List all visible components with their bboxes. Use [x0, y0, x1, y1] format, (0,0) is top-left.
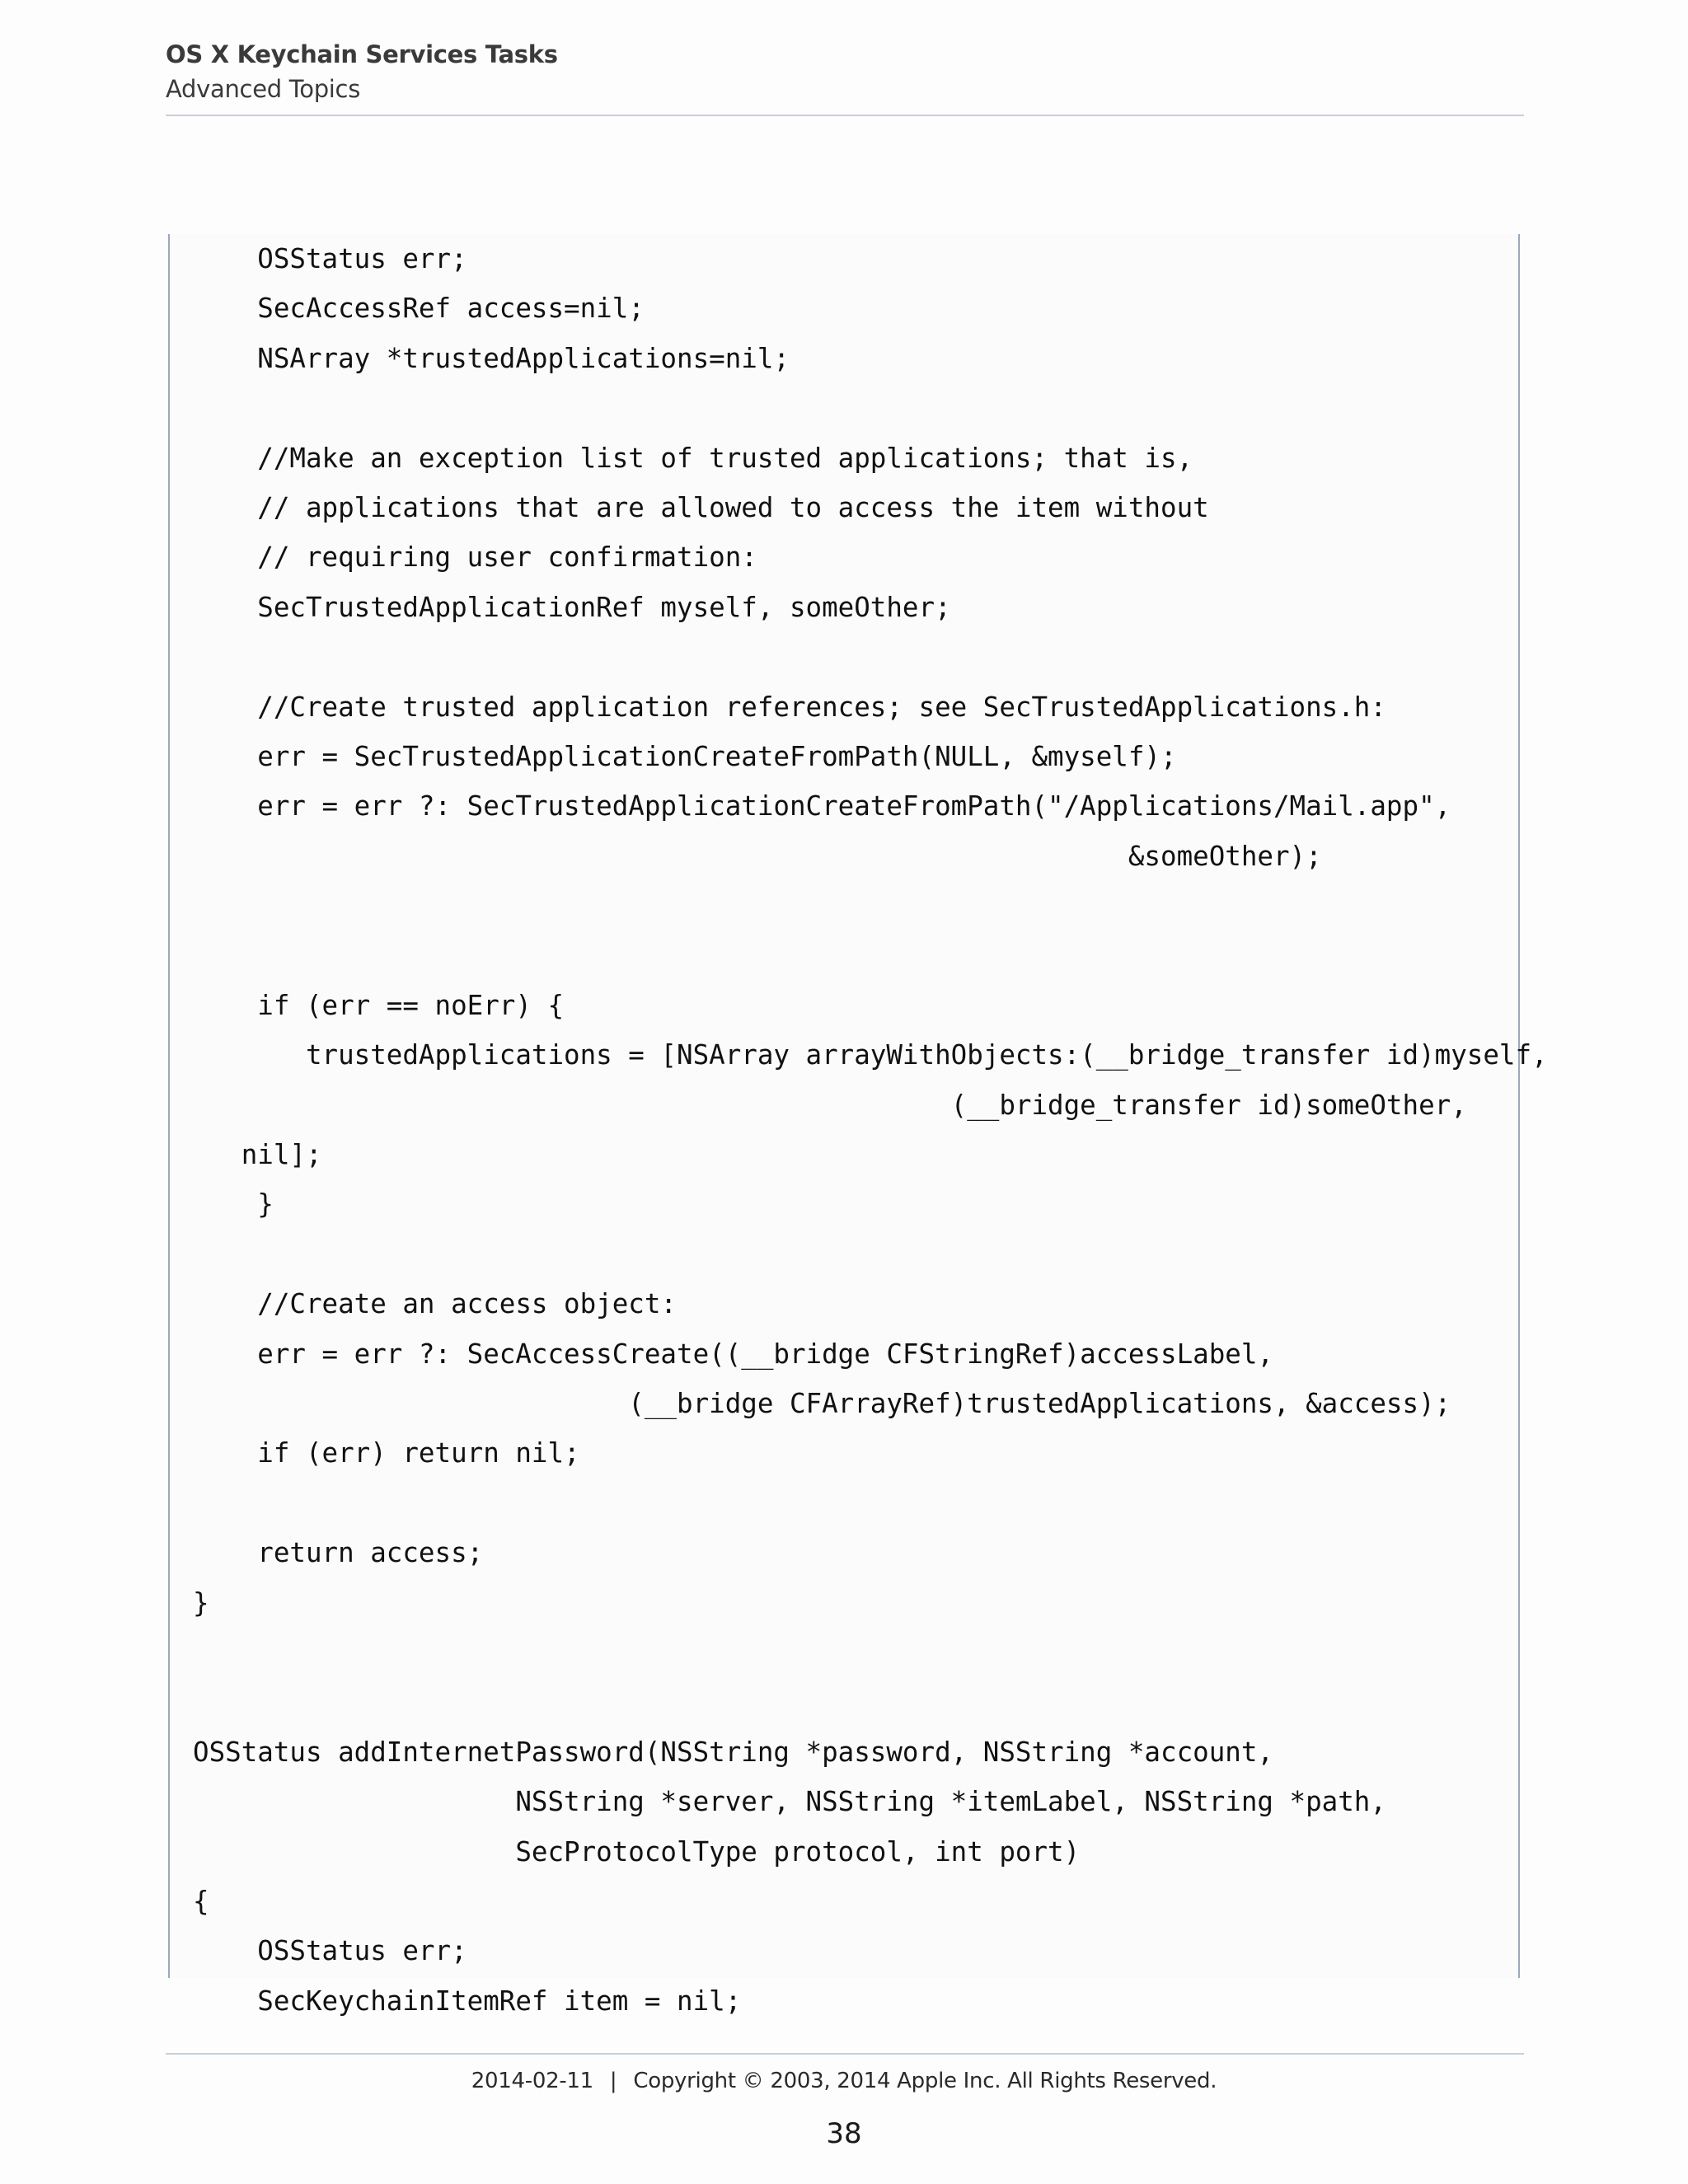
- code-line: return access;: [193, 1537, 484, 1569]
- footer: [0, 2064, 1688, 2097]
- code-line: trustedApplications = [NSArray arrayWithObjects:(__bridge_transfer id)myself,: [193, 1039, 1548, 1071]
- code-line: SecKeychainItemRef item = nil;: [193, 1985, 742, 2017]
- code-line: [193, 881, 1548, 930]
- code-line: //Make an exception list of trusted applications; that is,: [193, 442, 1193, 474]
- document-title: OS X Keychain Services Tasks: [166, 40, 558, 68]
- code-lines: [193, 234, 1548, 2026]
- code-line: }: [193, 1586, 209, 1619]
- code-line: [193, 1628, 1548, 1677]
- code-line: }: [193, 1188, 274, 1221]
- code-line: //Create trusted application references; see SecTrustedApplications.h:: [193, 691, 1386, 723]
- code-line: (__bridge_transfer id)someOther,: [193, 1089, 1467, 1121]
- code-line: OSStatus err;: [193, 1935, 467, 1967]
- code-line: SecProtocolType protocol, int port): [193, 1835, 1081, 1868]
- code-line: if (err == noErr) {: [193, 989, 565, 1021]
- code-line: [193, 930, 1548, 980]
- code-line: // requiring user confirmation:: [193, 541, 757, 574]
- code-line: [193, 1230, 1548, 1279]
- code-line: err = err ?: SecAccessCreate((__bridge CFStringRef)accessLabel,: [193, 1338, 1273, 1370]
- footer-date: 2014-02-11: [471, 2069, 593, 2093]
- code-line: //Create an access object:: [193, 1288, 677, 1320]
- code-line: OSStatus addInternetPassword(NSString *password, NSString *account,: [193, 1736, 1273, 1768]
- code-line: OSStatus err;: [193, 243, 467, 274]
- code-line: err = SecTrustedApplicationCreateFromPath(NULL, &myself);: [193, 740, 1177, 772]
- code-line: NSArray *trustedApplications=nil;: [193, 342, 790, 374]
- code-line: err = err ?: SecTrustedApplicationCreateFromPath("/Applications/Mail.app",: [193, 790, 1451, 823]
- code-line: [193, 1677, 1548, 1727]
- code-line: &someOther);: [193, 840, 1322, 872]
- code-line: [193, 1479, 1548, 1528]
- footer-divider: [166, 2053, 1524, 2055]
- code-line: // applications that are allowed to access the item without: [193, 491, 1209, 523]
- code-line: SecAccessRef access=nil;: [193, 293, 645, 325]
- code-line: if (err) return nil;: [193, 1437, 580, 1469]
- code-line: [193, 383, 1548, 433]
- page-header: [166, 36, 1524, 105]
- footer-copyright: Copyright © 2003, 2014 Apple Inc. All Rights Reserved.: [633, 2069, 1217, 2093]
- code-line: [193, 632, 1548, 682]
- code-line: {: [193, 1885, 209, 1917]
- section-subtitle: Advanced Topics: [166, 75, 361, 103]
- code-line: NSString *server, NSString *itemLabel, NSString *path,: [193, 1786, 1386, 1818]
- code-line: SecTrustedApplicationRef myself, someOther;: [193, 591, 951, 623]
- code-line: nil];: [193, 1139, 322, 1171]
- footer-separator: |: [609, 2069, 617, 2093]
- header-divider: [166, 115, 1524, 116]
- code-listing: [168, 234, 1548, 2017]
- code-line: (__bridge CFArrayRef)trustedApplications, &access);: [193, 1387, 1451, 1419]
- page-number: 38: [826, 2117, 862, 2150]
